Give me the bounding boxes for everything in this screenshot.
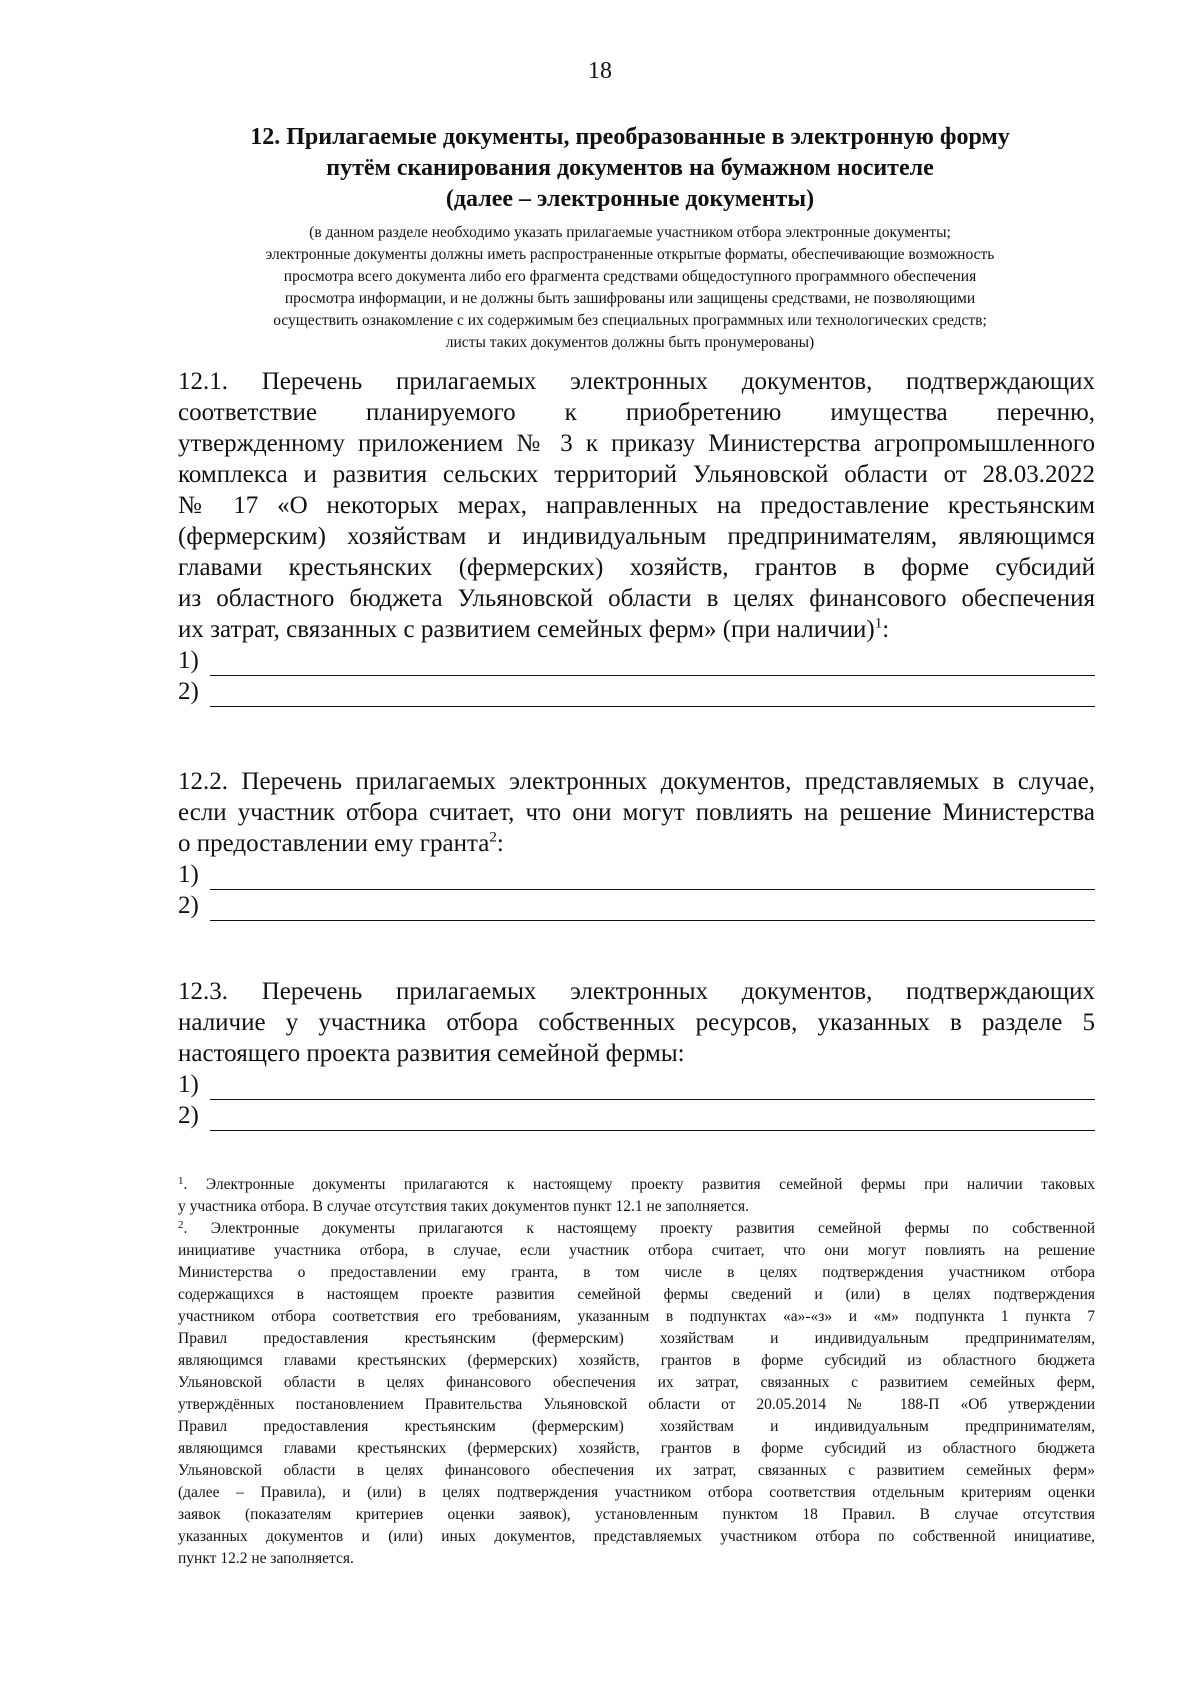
paragraph-line bbox=[178, 828, 1095, 859]
item-number: 2) bbox=[178, 892, 199, 919]
paragraph-line: 12.1. Перечень прилагаемых электронных документов, подтверждающих bbox=[178, 368, 1095, 395]
blank-rule bbox=[210, 1108, 1095, 1131]
item-number: 1) bbox=[178, 1071, 199, 1098]
item-number: 1) bbox=[178, 861, 199, 888]
paragraph-line: (фермерским) хозяйствам и индивидуальным предпринимателям, являющимся bbox=[178, 523, 1095, 550]
footnote-text: . Электронные документы прилагаются к настоящему проекту развития семейной фермы по собственной bbox=[183, 1220, 1095, 1237]
footnote-line: Ульяновской области в целях финансового обеспечения их затрат, связанных с развитием семейных ферм» bbox=[178, 1462, 1095, 1479]
footnote-line: Правил предоставления крестьянским (фермерским) хозяйствам и индивидуальным предпринимателям, bbox=[178, 1418, 1095, 1435]
paragraph-text: : bbox=[882, 616, 890, 643]
footnote-line bbox=[178, 1218, 1095, 1240]
blank-rule bbox=[210, 1077, 1095, 1100]
note-line: (в данном разделе необходимо указать прилагаемые участником отбора электронные документы; bbox=[309, 224, 951, 241]
paragraph-line: наличие у участника отбора собственных ресурсов, указанных в разделе 5 bbox=[178, 1009, 1095, 1036]
footnote-line: инициативе участника отбора, в случае, если участник отбора считает, что они могут повлиять на решение bbox=[178, 1242, 1095, 1259]
footnote-line: Министерства о предоставлении ему гранта, в том числе в целях подтверждения участником отбора bbox=[178, 1264, 1095, 1281]
footnote-line: утверждённых постановлением Правительства Ульяновской области от 20.05.2014 № 188-П «Об утверждении bbox=[178, 1396, 1095, 1413]
note-line: электронные документы должны иметь распространенные открытые форматы, обеспечивающие возможность bbox=[265, 246, 995, 263]
section-heading bbox=[150, 122, 1110, 215]
blank-rule bbox=[210, 867, 1095, 890]
blank-entry-line[interactable] bbox=[178, 676, 1095, 707]
footnote-line: содержащихся в настоящем проекте развития семейной фермы сведений и (или) в целях подтверждения bbox=[178, 1286, 1095, 1303]
footnote-ref: 1 bbox=[874, 615, 883, 632]
note-line: просмотра всего документа либо его фрагмента средствами общедоступного программного обеспечения bbox=[283, 268, 977, 285]
paragraph-line: главами крестьянских (фермерских) хозяйств, грантов в форме субсидий bbox=[178, 554, 1095, 581]
blank-rule bbox=[210, 653, 1095, 676]
item-number: 2) bbox=[178, 1102, 199, 1129]
footnote-text: . Электронные документы прилагаются к настоящему проекту развития семейной фермы при наличии таковых bbox=[183, 1176, 1095, 1193]
section-12-3 bbox=[178, 976, 1095, 1131]
footnote-mark: 2 bbox=[178, 1219, 184, 1231]
footnote-line: участником отбора соответствия его требованиям, указанным в подпунктах «а»-«з» и «м» подпункта 1 пункта 7 bbox=[178, 1308, 1095, 1325]
note-line: просмотра информации, и не должны быть зашифрованы или защищены средствами, не позволяющими bbox=[284, 290, 976, 307]
blank-entry-line[interactable] bbox=[178, 890, 1095, 921]
blank-rule bbox=[210, 898, 1095, 921]
footnote-line: пункт 12.2 не заполняется. bbox=[178, 1550, 354, 1567]
footnotes bbox=[178, 1174, 1095, 1570]
footnote-mark: 1 bbox=[178, 1175, 184, 1187]
footnote-ref: 2 bbox=[489, 829, 497, 846]
paragraph-line: утвержденному приложением № 3 к приказу Министерства агропромышленного bbox=[178, 430, 1095, 457]
footnote-line: являющимся главами крестьянских (фермерских) хозяйств, грантов в форме субсидий из областного бюджета bbox=[178, 1440, 1095, 1457]
footnote-line: (далее – Правила), и (или) в целях подтверждения участником отбора соответствия отдельным критериям оценки bbox=[178, 1484, 1095, 1501]
note-line: листы таких документов должны быть пронумерованы) bbox=[445, 334, 815, 351]
paragraph-line: если участник отбора считает, что они могут повлиять на решение Министерства bbox=[178, 799, 1095, 826]
footnote-line: указанных документов и (или) иных документов, представляемых участником отбора по собственной инициативе, bbox=[178, 1528, 1095, 1545]
section-12-1 bbox=[178, 366, 1095, 707]
page-number: 18 bbox=[588, 58, 612, 84]
blank-entry-line[interactable] bbox=[178, 859, 1095, 890]
footnote-line bbox=[178, 1174, 1095, 1196]
blank-rule bbox=[210, 684, 1095, 707]
paragraph-text: : bbox=[496, 830, 504, 857]
section-12-2 bbox=[178, 766, 1095, 921]
paragraph-text: о предоставлении ему гранта bbox=[178, 830, 490, 857]
paragraph-line: настоящего проекта развития семейной фермы: bbox=[178, 1040, 685, 1067]
paragraph-line: 12.2. Перечень прилагаемых электронных документов, представляемых в случае, bbox=[178, 768, 1095, 795]
blank-entry-line[interactable] bbox=[178, 1069, 1095, 1100]
heading-line: 12. Прилагаемые документы, преобразованные в электронную форму bbox=[250, 124, 1010, 150]
heading-line: (далее – электронные документы) bbox=[445, 186, 815, 212]
heading-line: путём сканирования документов на бумажном носителе bbox=[326, 155, 934, 181]
paragraph-text: их затрат, связанных с развитием семейных ферм» (при наличии) bbox=[178, 616, 875, 643]
paragraph-line bbox=[178, 614, 1095, 645]
blank-entry-line[interactable] bbox=[178, 645, 1095, 676]
footnote-line: заявок (показателям критериев оценки заявок), установленным пунктом 18 Правил. В случае отсутствия bbox=[178, 1506, 1095, 1523]
blank-entry-line[interactable] bbox=[178, 1100, 1095, 1131]
footnote-line: Ульяновской области в целях финансового обеспечения их затрат, связанных с развитием семейных ферм, bbox=[178, 1374, 1095, 1391]
section-note bbox=[150, 222, 1110, 354]
footnote-line: Правил предоставления крестьянским (фермерским) хозяйствам и индивидуальным предпринимателям, bbox=[178, 1330, 1095, 1347]
footnote-line: у участника отбора. В случае отсутствия таких документов пункт 12.1 не заполняется. bbox=[178, 1198, 750, 1215]
paragraph-line: 12.3. Перечень прилагаемых электронных документов, подтверждающих bbox=[178, 978, 1095, 1005]
footnote-line: являющимся главами крестьянских (фермерских) хозяйств, грантов в форме субсидий из областного бюджета bbox=[178, 1352, 1095, 1369]
item-number: 2) bbox=[178, 678, 199, 705]
note-line: осуществить ознакомление с их содержимым без специальных программных или технологических средств; bbox=[273, 312, 987, 329]
paragraph-line: из областного бюджета Ульяновской области в целях финансового обеспечения bbox=[178, 585, 1095, 612]
paragraph-line: комплекса и развития сельских территорий Ульяновской области от 28.03.2022 bbox=[178, 461, 1095, 488]
paragraph-line: соответствие планируемого к приобретению имущества перечню, bbox=[178, 399, 1095, 426]
item-number: 1) bbox=[178, 647, 199, 674]
paragraph-line: № 17 «О некоторых мерах, направленных на предоставление крестьянским bbox=[178, 492, 1095, 519]
